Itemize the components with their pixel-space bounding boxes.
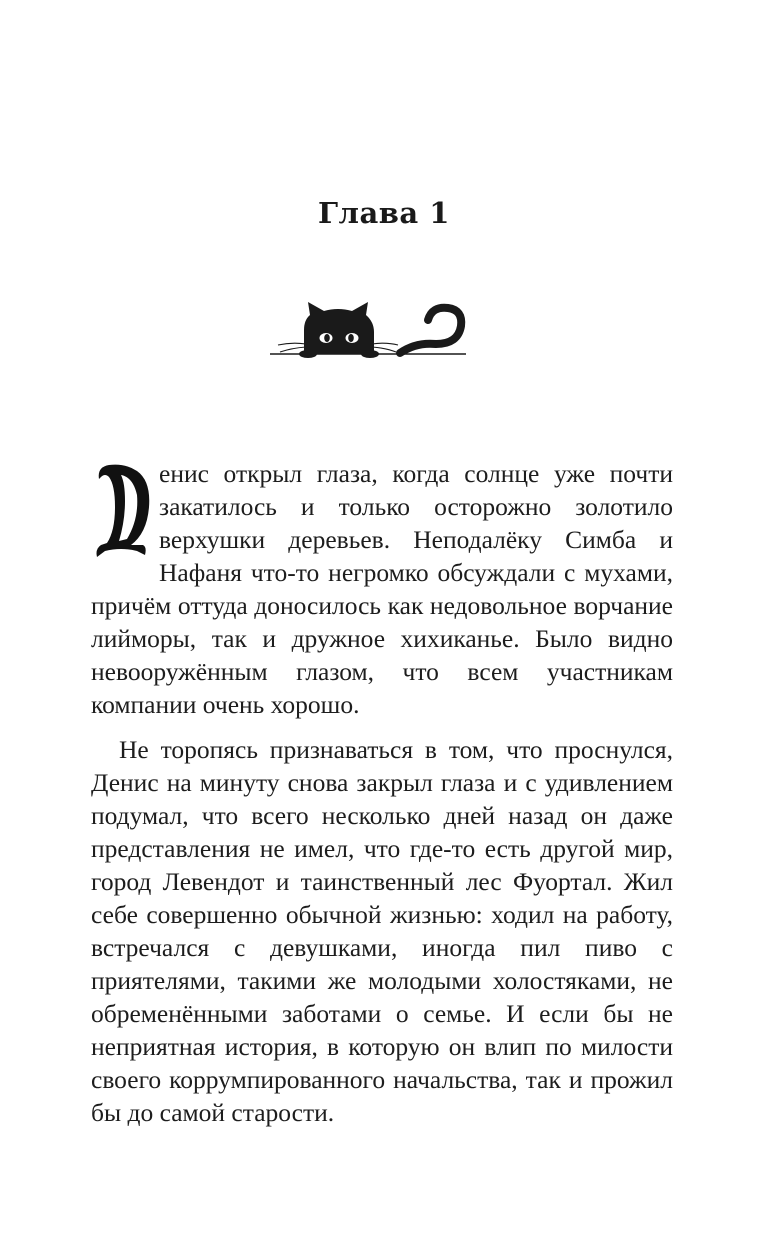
cat-right-paw	[361, 350, 379, 358]
chapter-body	[91, 457, 673, 1129]
cat-head-shape	[304, 302, 374, 354]
paragraph-second: Не торопясь признаваться в том, что проснулся, Денис на минуту снова закрыл глаза и с удивлением подумал, что всего несколько дней назад он даже представления не имел, что где-то есть другой мир, город Левендот и таинственный лес Фуортал. Жил себе совершенно обычной жизнью: ходил на работу, встречался с девушками, иногда пил пиво с приятелями, такими же молодыми холостяками, не обременёнными заботами о семье. И если бы не неприятная история, в которую он влип по милости своего коррумпированного начальства, так и прожил бы до самой старости.	[91, 735, 673, 1127]
paragraph-first-text: енис открыл глаза, когда солнце уже почти закатилось и только осторожно золотило верхушки деревьев. Неподалёку Симба и Нафаня что-то негромко обсуждали с мухами, причём оттуда доносилось как недовольное ворчание лийморы, так и дружное хихиканье. Было видно невооружённым глазом, что всем участникам компании очень хорошо.	[91, 459, 673, 719]
drop-cap	[91, 461, 153, 559]
paragraph-first	[91, 457, 673, 721]
cat-left-paw	[299, 350, 317, 358]
cat-peeking-icon	[268, 300, 468, 368]
drop-cap-letter	[91, 559, 92, 560]
cat-tail-shape	[400, 308, 461, 353]
chapter-title: Глава 1	[318, 196, 450, 230]
